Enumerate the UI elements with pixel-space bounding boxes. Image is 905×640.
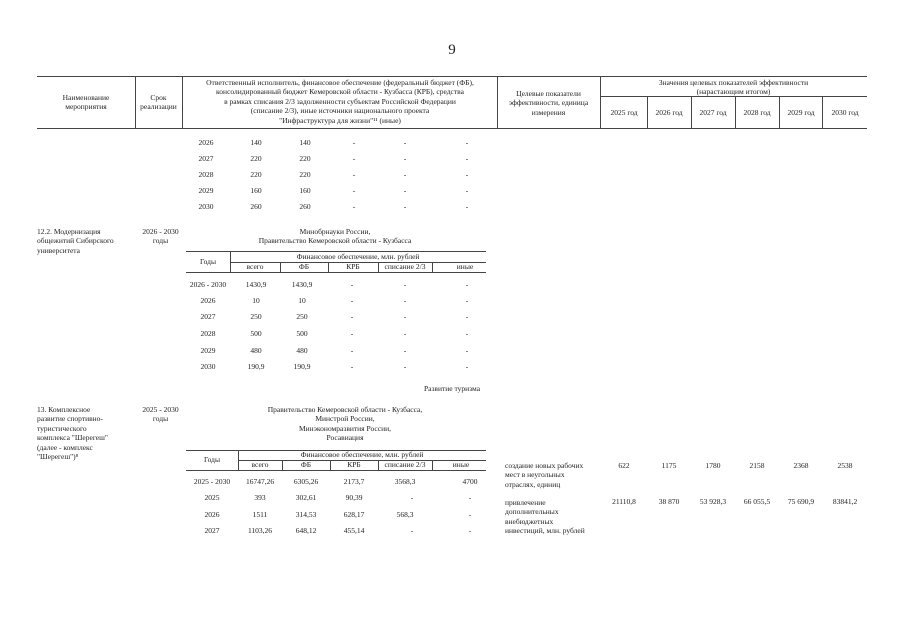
year-header: 2029 год: [787, 108, 815, 117]
year-header: 2027 год: [699, 108, 727, 117]
fin-col-header: всего: [251, 460, 269, 469]
value-cell: 16747,26: [245, 477, 275, 486]
indicator-label: привлечение дополнительных внебюджетных инвестиций, млн. рублей: [505, 498, 585, 536]
fin-col-header: всего: [246, 262, 264, 271]
indicator-value: 66 055,5: [743, 497, 771, 506]
page-number: 9: [448, 42, 456, 58]
year-cell: 2027: [200, 312, 216, 321]
fin-col-header: КРБ: [347, 460, 361, 469]
fin-col-header: КРБ: [346, 262, 360, 271]
value-cell: -: [468, 526, 472, 535]
value-cell: 10: [252, 296, 260, 305]
value-cell: 1430,9: [245, 280, 267, 289]
value-cell: -: [403, 138, 407, 147]
value-cell: -: [350, 329, 354, 338]
fin-header: Финансовое обеспечение, млн. рублей: [296, 252, 420, 261]
value-cell: -: [350, 346, 354, 355]
value-cell: 500: [250, 329, 262, 338]
year-header: 2030 год: [831, 108, 859, 117]
value-cell: -: [352, 202, 356, 211]
value-cell: 160: [250, 186, 262, 195]
value-cell: -: [465, 296, 469, 305]
value-cell: -: [350, 312, 354, 321]
value-cell: -: [465, 362, 469, 371]
value-cell: 190,9: [247, 362, 265, 371]
indicator-value: 1175: [661, 461, 677, 470]
indicator-value: 2368: [793, 461, 809, 470]
fin-col-header: ФБ: [300, 460, 312, 469]
value-cell: -: [352, 186, 356, 195]
fin-col-header: иные: [452, 460, 470, 469]
value-cell: 568,3: [396, 510, 414, 519]
indicator-value: 622: [618, 461, 630, 470]
value-cell: 90,39: [345, 493, 363, 502]
value-cell: -: [403, 280, 407, 289]
fin-years-label: Годы: [199, 257, 217, 266]
value-cell: -: [465, 329, 469, 338]
year-cell: 2027: [198, 154, 214, 163]
value-cell: -: [352, 170, 356, 179]
fin-col-header: ФБ: [298, 262, 310, 271]
fin-header: Финансовое обеспечение, млн. рублей: [300, 450, 424, 459]
value-cell: -: [403, 186, 407, 195]
value-cell: 455,14: [343, 526, 365, 535]
fin-col-header: списание 2/3: [384, 460, 426, 469]
value-cell: 480: [296, 346, 308, 355]
value-cell: 3568,3: [394, 477, 416, 486]
year-cell: 2029: [200, 346, 216, 355]
value-cell: -: [465, 154, 469, 163]
value-cell: -: [465, 280, 469, 289]
value-cell: 220: [250, 154, 262, 163]
value-cell: 260: [299, 202, 311, 211]
value-cell: 190,9: [293, 362, 311, 371]
value-cell: 250: [250, 312, 262, 321]
value-cell: 220: [250, 170, 262, 179]
value-cell: 480: [250, 346, 262, 355]
year-header: 2026 год: [655, 108, 683, 117]
value-cell: -: [468, 510, 472, 519]
value-cell: 260: [250, 202, 262, 211]
fin-col-header: иные: [456, 262, 474, 271]
measure-term: 2026 - 2030 годы: [142, 227, 179, 246]
section-title: Развитие туризма: [423, 384, 481, 393]
value-cell: -: [403, 346, 407, 355]
value-cell: -: [352, 154, 356, 163]
value-cell: 648,12: [295, 526, 317, 535]
value-cell: 302,61: [295, 493, 317, 502]
value-cell: 1430,9: [291, 280, 313, 289]
value-cell: -: [410, 493, 414, 502]
fin-years-label: Годы: [203, 455, 221, 464]
header-top-rule: [37, 76, 867, 77]
indicator-value: 2158: [749, 461, 765, 470]
year-header: 2028 год: [743, 108, 771, 117]
measure-term: 2025 - 2030 годы: [142, 405, 179, 424]
value-cell: -: [468, 493, 472, 502]
value-cell: -: [403, 296, 407, 305]
year-cell: 2026: [198, 138, 214, 147]
header-bottom-rule: [37, 128, 867, 129]
value-cell: 10: [298, 296, 306, 305]
year-cell: 2029: [198, 186, 214, 195]
value-cell: 2173,7: [343, 477, 365, 486]
col-values-header: Значения целевых показателей эффективности (нарастающим итогом): [658, 78, 809, 97]
value-cell: -: [403, 329, 407, 338]
measure-name: 12.2. Модернизация общежитий Сибирского университета: [37, 227, 114, 255]
measure-name: 13. Комплексное развитие спортивно- туристического комплекса "Шерегеш" (далее - комплекс "Шерегеш")⁸: [37, 405, 108, 462]
indicator-value: 2538: [837, 461, 853, 470]
value-cell: 140: [250, 138, 262, 147]
value-cell: -: [350, 362, 354, 371]
value-cell: -: [465, 312, 469, 321]
year-cell: 2027: [204, 526, 220, 535]
indicator-value: 53 928,3: [699, 497, 727, 506]
value-cell: 314,53: [295, 510, 317, 519]
value-cell: -: [410, 526, 414, 535]
indicator-value: 38 870: [658, 497, 680, 506]
value-cell: 500: [296, 329, 308, 338]
value-cell: -: [465, 138, 469, 147]
col-targets-header: Целевые показатели эффективности, единица измерения: [508, 89, 589, 117]
fin-col-header: списание 2/3: [384, 262, 426, 271]
value-cell: -: [465, 186, 469, 195]
value-cell: 140: [299, 138, 311, 147]
col-term-header: Срок реализации: [140, 93, 177, 112]
col-name-header: Наименование мероприятия: [62, 93, 110, 112]
value-cell: 1511: [252, 510, 268, 519]
indicator-label: создание новых рабочих мест в неугольных отраслях, единиц: [505, 461, 584, 489]
year-cell: 2026: [200, 296, 216, 305]
year-cell: 2030: [200, 362, 216, 371]
value-cell: 393: [254, 493, 266, 502]
value-cell: -: [403, 154, 407, 163]
value-cell: -: [465, 346, 469, 355]
value-cell: 250: [296, 312, 308, 321]
value-cell: -: [403, 362, 407, 371]
value-cell: 4700: [462, 477, 478, 486]
value-cell: -: [465, 202, 469, 211]
indicator-value: 1780: [705, 461, 721, 470]
value-cell: -: [403, 202, 407, 211]
year-cell: 2026: [204, 510, 220, 519]
value-cell: 1103,26: [247, 526, 273, 535]
year-cell: 2028: [198, 170, 214, 179]
year-header: 2025 год: [610, 108, 638, 117]
value-cell: -: [465, 170, 469, 179]
indicator-value: 75 690,9: [787, 497, 815, 506]
value-cell: 220: [299, 170, 311, 179]
value-cell: 160: [299, 186, 311, 195]
measure-responsible: Правительство Кемеровской области - Кузбасса, Минстрой России, Минэкономразвития России, Росавиация: [267, 405, 423, 443]
value-cell: -: [350, 296, 354, 305]
value-cell: -: [403, 170, 407, 179]
value-cell: -: [403, 312, 407, 321]
indicator-value: 21110,8: [612, 497, 636, 506]
value-cell: 6305,26: [293, 477, 319, 486]
value-cell: 220: [299, 154, 311, 163]
year-cell: 2030: [198, 202, 214, 211]
measure-responsible: Минобрнауки России, Правительство Кемеровской области - Кузбасса: [258, 227, 412, 246]
year-cell: 2025: [204, 493, 220, 502]
year-cell: 2026 - 2030: [189, 280, 227, 289]
indicator-value: 83841,2: [832, 497, 858, 506]
year-cell: 2028: [200, 329, 216, 338]
value-cell: -: [352, 138, 356, 147]
value-cell: 628,17: [343, 510, 365, 519]
value-cell: -: [350, 280, 354, 289]
year-cell: 2025 - 2030: [193, 477, 231, 486]
col-resp-header: Ответственный исполнитель, финансовое обеспечение (федеральный бюджет (ФБ), консолидированный бюджет Кемеровской области - Кузбасса (КРБ), средства в рамках списания 2/3 задолженности субъектам Российской Федерации (списание 2/3), иные источники национального проекта "Инфраструктура для жизни"¹¹ (иные): [206, 78, 474, 125]
